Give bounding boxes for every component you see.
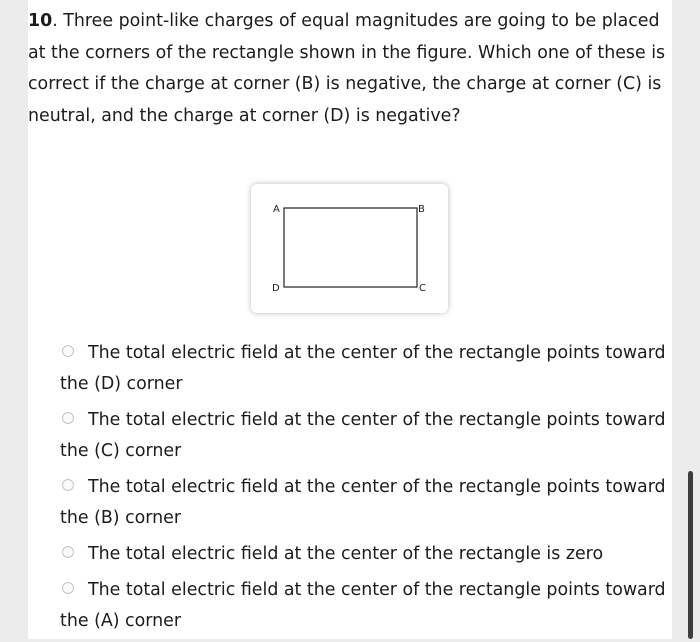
radio-button[interactable] xyxy=(62,582,74,594)
answer-option-zero[interactable] xyxy=(60,539,670,570)
answer-option-label: The total electric field at the center of the rectangle is zero xyxy=(88,544,604,564)
radio-button[interactable] xyxy=(62,479,74,491)
radio-button[interactable] xyxy=(62,345,74,357)
rectangle-diagram xyxy=(251,184,448,313)
answer-options xyxy=(60,338,670,642)
scrollbar-thumb[interactable] xyxy=(688,471,693,639)
corner-c-label: C xyxy=(419,283,426,294)
corner-b-label: B xyxy=(418,204,425,215)
answer-option-label: The total electric field at the center of the rectangle points toward the (C) corner xyxy=(60,410,666,461)
corner-d-label: D xyxy=(272,283,280,294)
answer-option-label: The total electric field at the center of the rectangle points toward the (B) corner xyxy=(60,477,666,528)
rectangle-shape xyxy=(284,208,417,287)
answer-option-d[interactable] xyxy=(60,338,670,400)
answer-option-c[interactable] xyxy=(60,405,670,467)
radio-button[interactable] xyxy=(62,546,74,558)
answer-option-a[interactable] xyxy=(60,575,670,637)
question-body: . Three point-like charges of equal magnitudes are going to be placed at the corners of the rectangle shown in the figure. Which one of these is correct if the charge at corner (B) is negative, the charge at corner (C) is neutral, and the charge at corner (D) is negative? xyxy=(28,11,666,126)
question-number: 10 xyxy=(28,11,53,31)
radio-button[interactable] xyxy=(62,412,74,424)
answer-option-label: The total electric field at the center of the rectangle points toward the (A) corner xyxy=(60,580,666,631)
question-text xyxy=(28,6,672,132)
corner-a-label: A xyxy=(273,204,280,215)
question-page xyxy=(28,0,672,639)
answer-option-label: The total electric field at the center of the rectangle points toward the (D) corner xyxy=(60,343,666,394)
answer-option-b[interactable] xyxy=(60,472,670,534)
rectangle-figure xyxy=(251,184,448,313)
